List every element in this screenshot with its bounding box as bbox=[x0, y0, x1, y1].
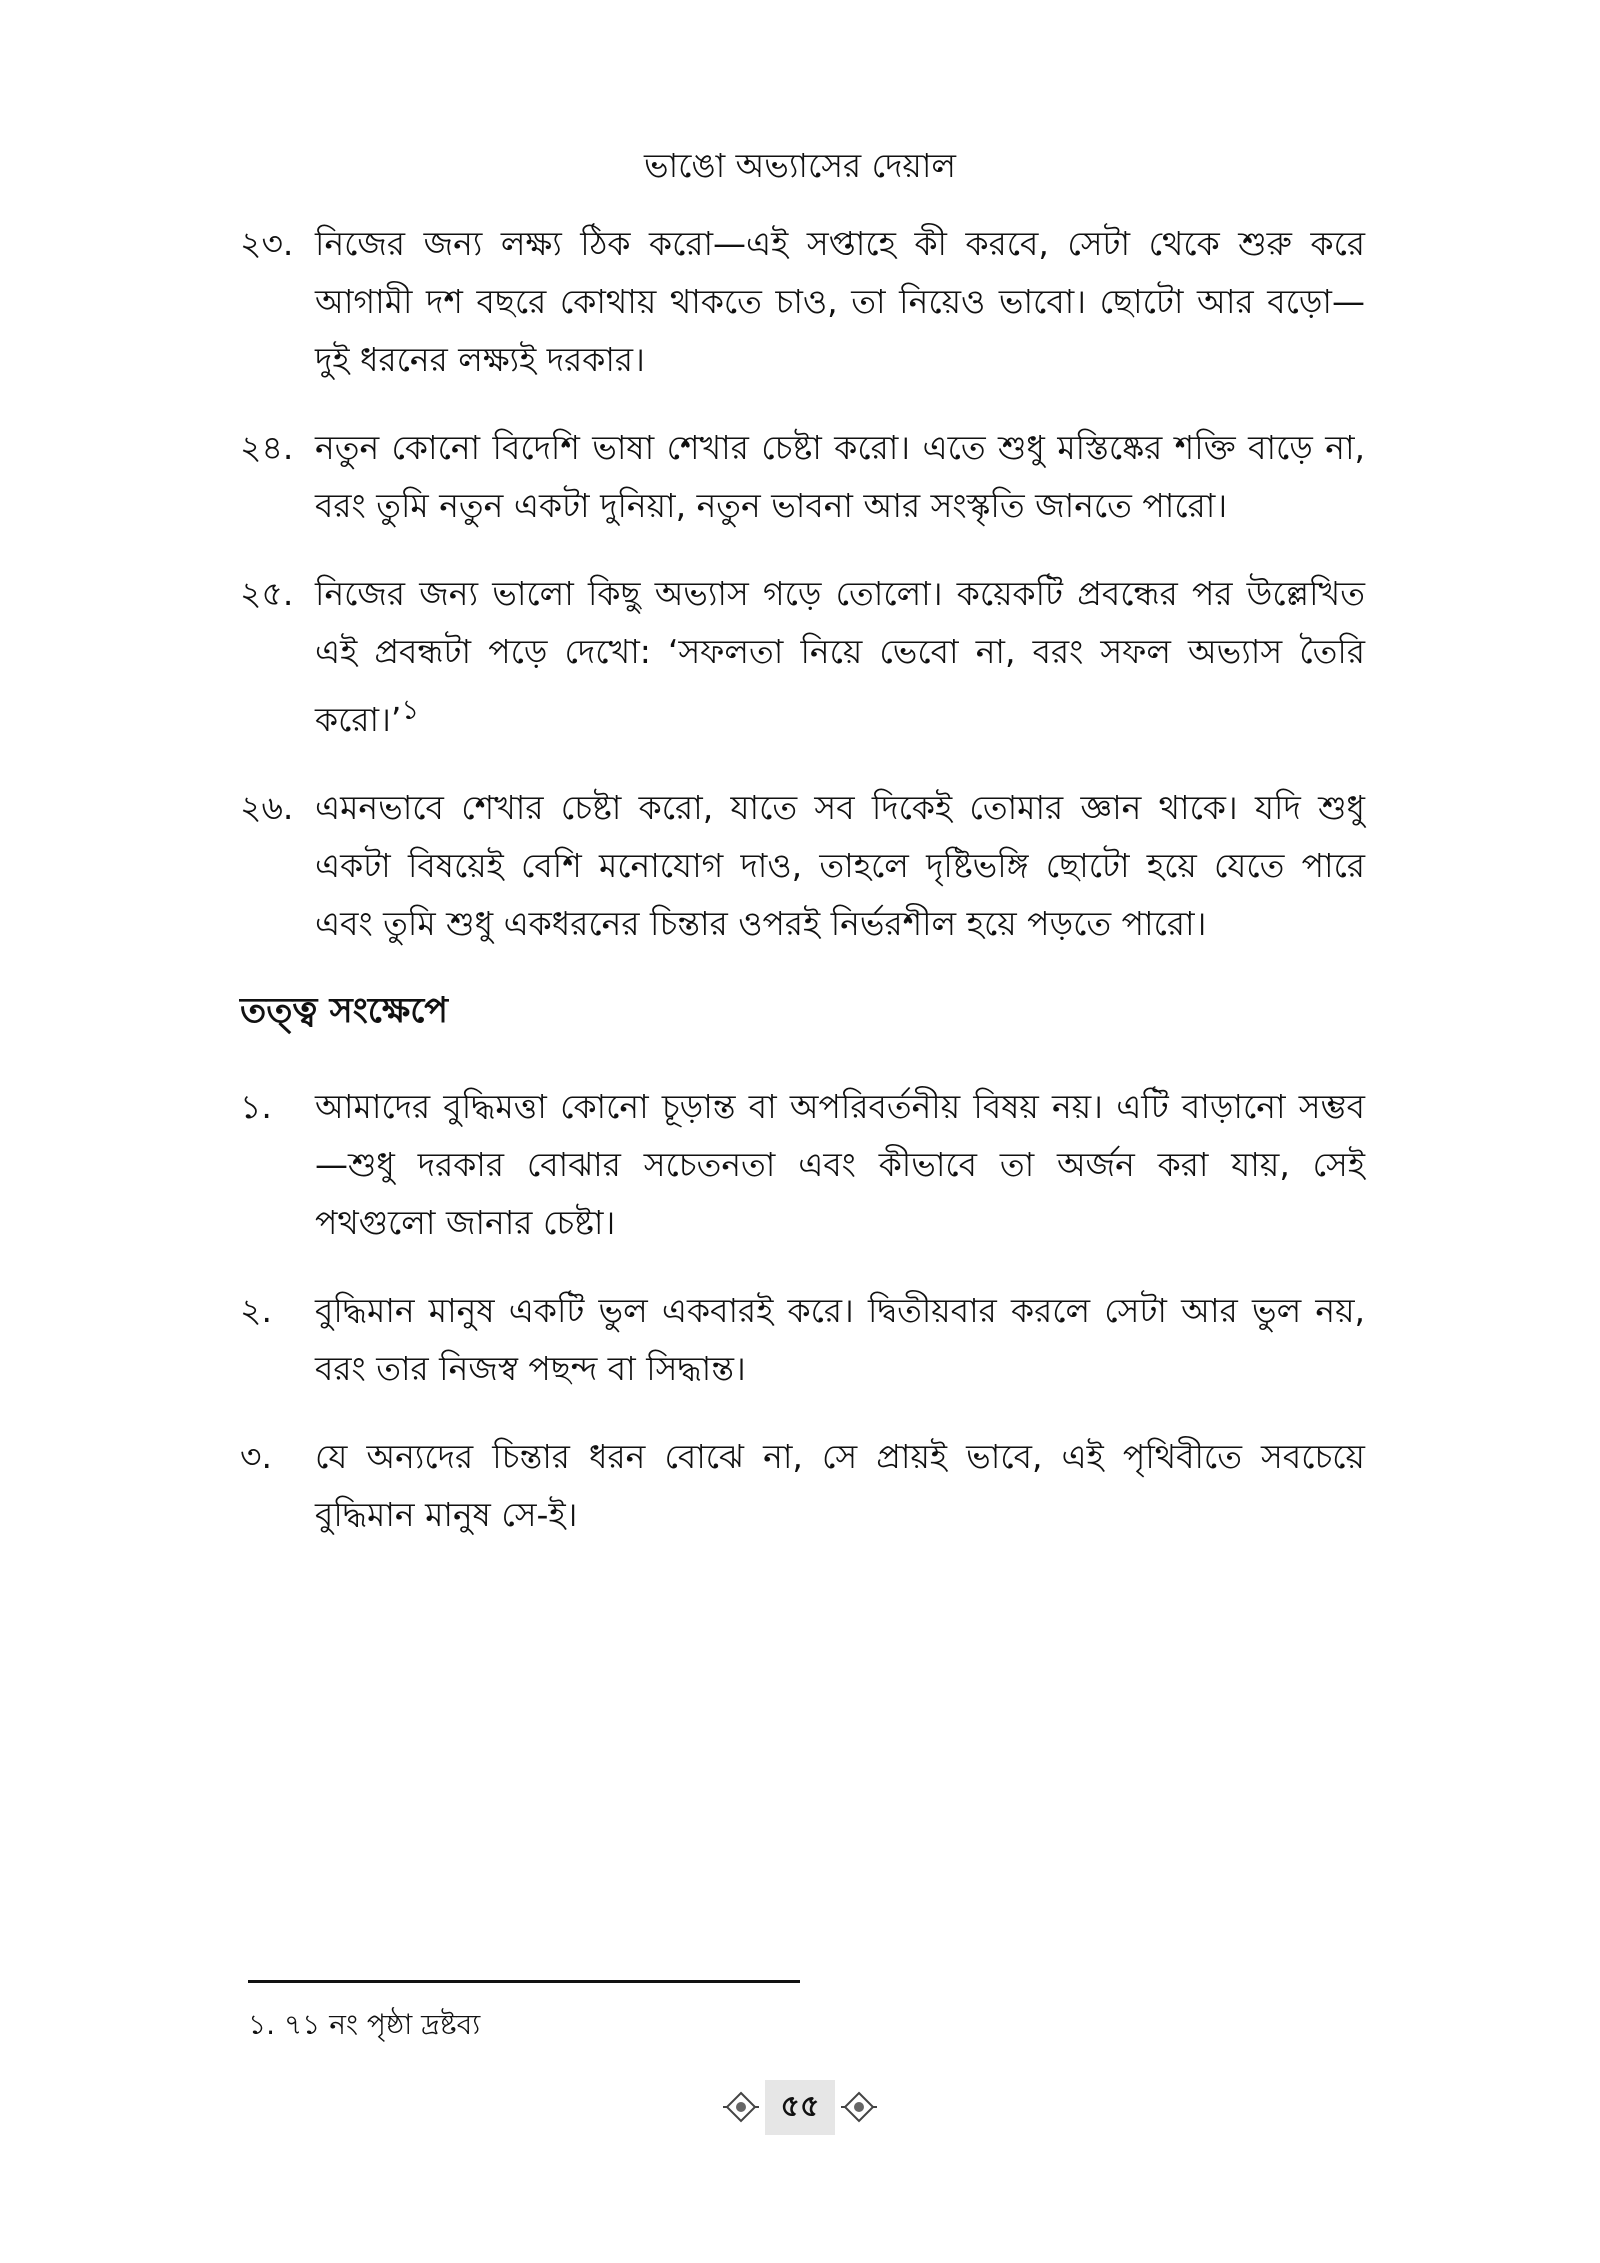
summary-item-1 bbox=[240, 1078, 1365, 1252]
list-item-26 bbox=[240, 779, 1365, 953]
item-text: নিজের জন্য লক্ষ্য ঠিক করো—এই সপ্তাহে কী করবে, সেটা থেকে শুরু করে আগামী দশ বছরে কোথায় থাকতে চাও, তা নিয়েও ভাবো। ছোটো আর বড়ো—দুই ধরনের লক্ষ্যই দরকার। bbox=[315, 224, 1365, 379]
page-content bbox=[240, 215, 1365, 1574]
item-number: ১. bbox=[240, 1087, 272, 1126]
left-ornament-icon bbox=[723, 2089, 759, 2125]
footnote: ১. ৭১ নং পৃষ্ঠা দ্রষ্টব্য bbox=[248, 2008, 481, 2041]
item-text: নিজের জন্য ভালো কিছু অভ্যাস গড়ে তোলো। কয়েকটি প্রবন্ধের পর উল্লেখিত এই প্রবন্ধটা পড়ে দেখো: ‘সফলতা নিয়ে ভেবো না, বরং সফল অভ্যাস তৈরি করো।’ bbox=[315, 574, 1365, 739]
footnote-marker: ১ bbox=[401, 694, 420, 726]
item-number: ২৬. bbox=[240, 788, 294, 827]
item-number: ২৩. bbox=[240, 224, 294, 263]
list-item-25 bbox=[240, 565, 1365, 749]
item-number: ৩. bbox=[240, 1437, 272, 1476]
item-number: ২. bbox=[240, 1291, 272, 1330]
running-header: ভাঙো অভ্যাসের দেয়াল bbox=[643, 146, 956, 185]
page-number-area bbox=[700, 2082, 900, 2132]
item-text: যে অন্যদের চিন্তার ধরন বোঝে না, সে প্রায়ই ভাবে, এই পৃথিবীতে সবচেয়ে বুদ্ধিমান মানুষ সে-ই। bbox=[315, 1437, 1365, 1534]
footnote-divider bbox=[248, 1980, 800, 1983]
section-heading: তত্ত্ব সংক্ষেপে bbox=[240, 991, 449, 1031]
summary-item-3 bbox=[240, 1428, 1365, 1544]
list-item-23 bbox=[240, 215, 1365, 389]
item-text-wrap bbox=[315, 565, 1365, 749]
list-item-24 bbox=[240, 419, 1365, 535]
summary-item-2 bbox=[240, 1282, 1365, 1398]
item-number: ২৪. bbox=[240, 428, 294, 467]
right-ornament-icon bbox=[841, 2089, 877, 2125]
item-number: ২৫. bbox=[240, 574, 294, 613]
item-text: আমাদের বুদ্ধিমত্তা কোনো চূড়ান্ত বা অপরিবর্তনীয় বিষয় নয়। এটি বাড়ানো সম্ভব—শুধু দরকার বোঝার সচেতনতা এবং কীভাবে তা অর্জন করা যায়, সেই পথগুলো জানার চেষ্টা। bbox=[315, 1087, 1365, 1242]
item-text: নতুন কোনো বিদেশি ভাষা শেখার চেষ্টা করো। এতে শুধু মস্তিষ্কের শক্তি বাড়ে না, বরং তুমি নতুন একটা দুনিয়া, নতুন ভাবনা আর সংস্কৃতি জানতে পারো। bbox=[315, 428, 1365, 525]
item-text: এমনভাবে শেখার চেষ্টা করো, যাতে সব দিকেই তোমার জ্ঞান থাকে। যদি শুধু একটা বিষয়েই বেশি মনোযোগ দাও, তাহলে দৃষ্টিভঙ্গি ছোটো হয়ে যেতে পারে এবং তুমি শুধু একধরনের চিন্তার ওপরই নির্ভরশীল হয়ে পড়তে পারো। bbox=[315, 788, 1365, 943]
page-number: ৫৫ bbox=[765, 2080, 836, 2135]
item-text: বুদ্ধিমান মানুষ একটি ভুল একবারই করে। দ্বিতীয়বার করলে সেটা আর ভুল নয়, বরং তার নিজস্ব পছন্দ বা সিদ্ধান্ত। bbox=[315, 1291, 1365, 1388]
